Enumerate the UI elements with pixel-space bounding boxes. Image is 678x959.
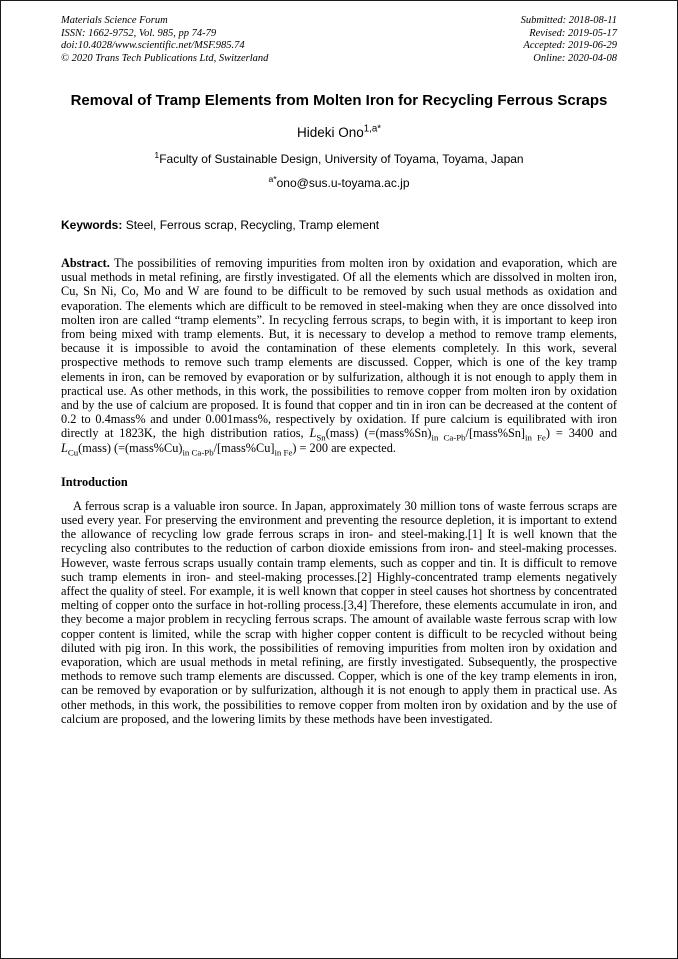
submitted-date: Submitted: 2018-08-11: [520, 15, 617, 26]
journal-doi: doi:10.4028/www.scientific.net/MSF.985.74: [61, 40, 245, 51]
journal-title: Materials Science Forum: [61, 15, 168, 26]
accepted-date: Accepted: 2019-06-29: [523, 40, 617, 51]
author-name: Hideki Ono$^{1,a*}$: [296, 123, 382, 140]
author-affiliation: $^1$Faculty of Sustainable Design, University of Toyama, Toyama, Japan: [154, 150, 524, 166]
keywords-line: Keywords: Steel, Ferrous scrap, Recycling, Tramp element: [61, 218, 380, 232]
paper-title: Removal of Tramp Elements from Molten Iron for Recycling Ferrous Scraps: [70, 92, 608, 109]
revised-date: Revised: 2019-05-17: [529, 27, 617, 39]
section-heading-introduction: Introduction: [61, 474, 128, 489]
abstract-paragraph: Abstract. The possibilities of removing impurities from molten iron by oxidation and evaporation, which are usual methods in metal refining, are firstly investigated. Of all the elements which are dissolved in molten iron, Cu, Sn Ni, Co, Mo and W are found to be difficult to be removed by such usual methods as oxidation and evaporation. The elements which are difficult to be removed in steel-making when they are once dissolved into molten iron are called “tramp elements”. In recycling ferrous scraps, to begin with, it is important to keep iron from being mixed with tramp elements. But, it is necessary to develop a method to remove tramp elements, because it is impossible to avoid the contamination of these elements completely. In this work, several prospective methods to remove such tramp elements are discussed. Copper, which is one of the key tramp elements in iron, can be removed by evaporation or by sulfurization, although it is not enough to apply them in practical use. As other methods, in this work, the possibilities to remove copper from molten iron by oxidation and by the use of calcium are proposed. It is found that copper and tin in iron can be decreased at the content of 0.2 to 0.4mass% and under 0.001mass%, respectively by oxidation. If pure calcium is equilibrated with iron directly at 1823K, the high distribution ratios, $L_{Sn}(mass)$ $(=(mass\%Sn)_{in Ca-Pb}/[mass\%Sn]_{in Fe}) = 3400$ and $L_{Cu}(mass)$ $(=(mass\%Cu)_{in Ca-Pb}/[mass\%Cu]_{in Fe}) = 200$ are expected.: [61, 256, 618, 458]
title-block: [61, 91, 617, 191]
journal-copyright: © 2020 Trans Tech Publications Ltd, Switzerland: [61, 52, 269, 64]
journal-issn-volume: ISSN: 1662-9752, Vol. 985, pp 74-79: [61, 27, 217, 39]
journal-header: [61, 15, 617, 65]
author-email: $^{a*}$ono@sus.u-toyama.ac.jp: [268, 174, 410, 190]
introduction-paragraph: A ferrous scrap is a valuable iron source. In Japan, approximately 30 million tons of waste ferrous scraps are used every year. For preserving the environment and preventing the resource depletion, it is important to extend the allowance of recycling low grade ferrous scraps in iron- and steel-making.[1] It is well known that the recycling also contributes to the reduction of carbon dioxide emissions from iron- and steel-making processes. However, waste ferrous scraps usually contain tramp elements, such as copper and tin. It is difficult to remove such tramp elements in iron- and steel-making processes.[2] Highly-concentrated tramp elements negatively affect the quality of steel. For example, it is well known that copper in steel causes hot shortness by concentrated melting of copper onto the surface in hot-rolling process.[3,4] Therefore, these elements accumulate in iron, and they become a major problem in recycling ferrous scraps. The amount of available waste ferrous scrap with low copper content is limited, while the scrap with higher copper content is difficult to be recycled without being diluted with pig iron. In this work, the possibilities of removing impurities from molten iron by oxidation and evaporation, which are usual methods in metal refining, are firstly investigated. Subsequently, the prospective methods to remove such tramp elements are discussed. Copper, which is one of the key tramp elements in iron, can be removed by evaporation or by sulfurization, although it is not enough to apply them in practical use. As other methods, in this work, the possibilities to remove copper from molten iron by oxidation and by the use of calcium are proposed, and the lowering limits by these methods have been investigated.: [61, 498, 617, 726]
online-date: Online: 2020-04-08: [533, 52, 617, 64]
journal-info: [61, 15, 268, 65]
submission-dates: [521, 15, 617, 65]
